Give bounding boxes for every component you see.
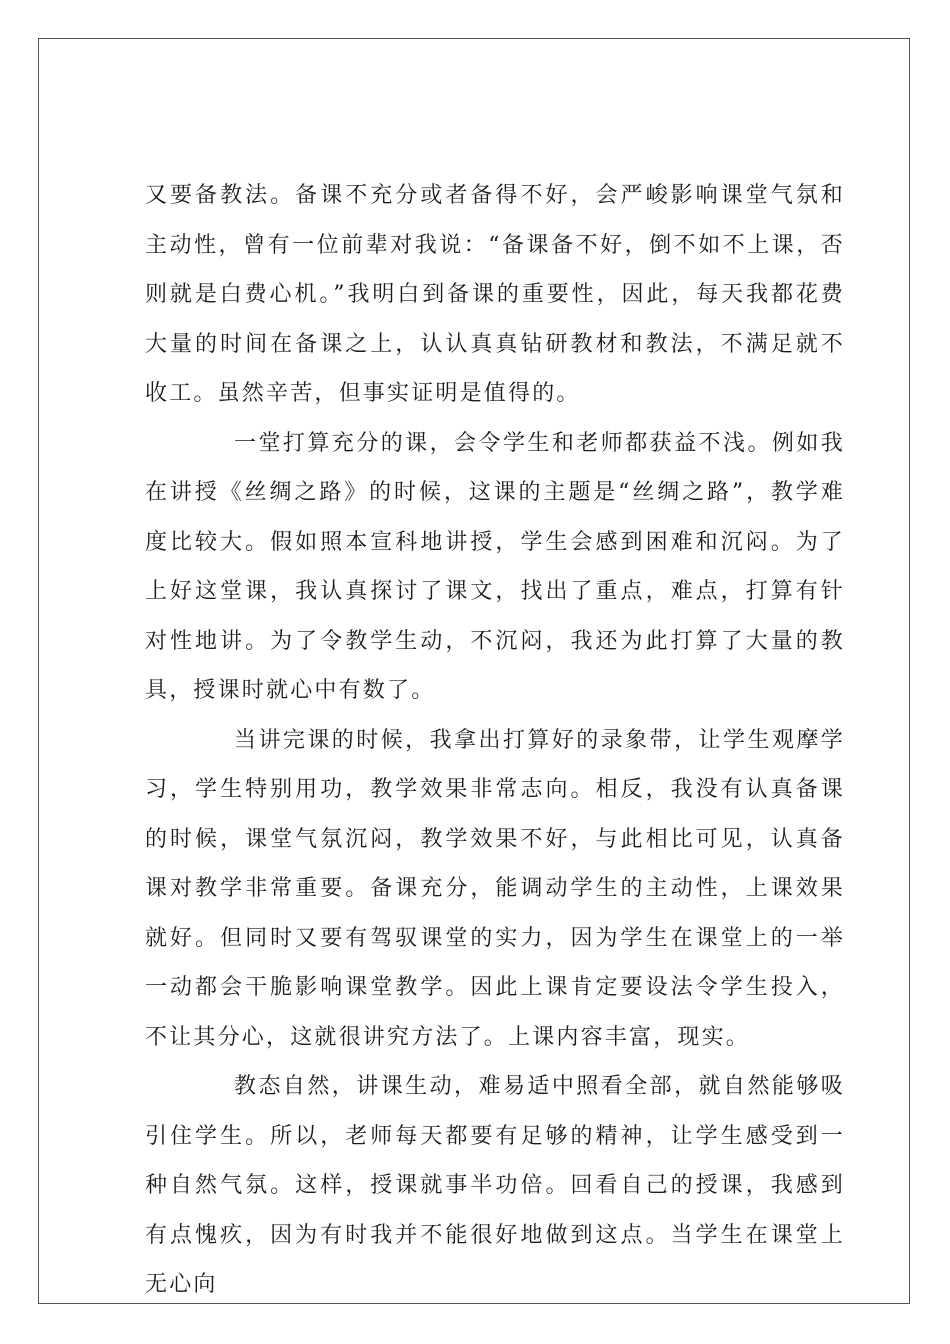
paragraph-2: 一堂打算充分的课，会令学生和老师都获益不浅。例如我在讲授《丝绸之路》的时候，这课的主题是“丝绸之路”，教学难度比较大。假如照本宣科地讲授，学生会感到困难和沉闷。为了上好这堂课，我认真探讨了课文，找出了重点，难点，打算有针对性地讲。为了令教学生动，不沉闷，我还为此打算了大量的教具，授课时就心中有数了。 xyxy=(145,430,845,703)
paragraph-4: 教态自然，讲课生动，难易适中照看全部，就自然能够吸引住学生。所以，老师每天都要有足够的精神，让学生感受到一种自然气氛。这样，授课就事半功倍。回看自己的授课，我感到有点愧疚，因为有时我并不能很好地做到这点。当学生在课堂上无心向 xyxy=(145,1074,845,1297)
page-frame xyxy=(38,38,910,1304)
paragraph-1: 又要备教法。备课不充分或者备得不好，会严峻影响课堂气氛和主动性，曾有一位前辈对我说：“备课备不好，倒不如不上课，否则就是白费心机。”我明白到备课的重要性，因此，每天我都花费大量的时间在备课之上，认认真真钻研教材和教法，不满足就不收工。虽然辛苦，但事实证明是值得的。 xyxy=(145,183,845,406)
document-body xyxy=(145,171,845,1310)
paragraph-3: 当讲完课的时候，我拿出打算好的录象带，让学生观摩学习，学生特别用功，教学效果非常志向。相反，我没有认真备课的时候，课堂气氛沉闷，教学效果不好，与此相比可见，认真备课对教学非常重要。备课充分，能调动学生的主动性，上课效果就好。但同时又要有驾驭课堂的实力，因为学生在课堂上的一举一动都会干脆影响课堂教学。因此上课肯定要设法令学生投入，不让其分心，这就很讲究方法了。上课内容丰富，现实。 xyxy=(145,727,845,1050)
